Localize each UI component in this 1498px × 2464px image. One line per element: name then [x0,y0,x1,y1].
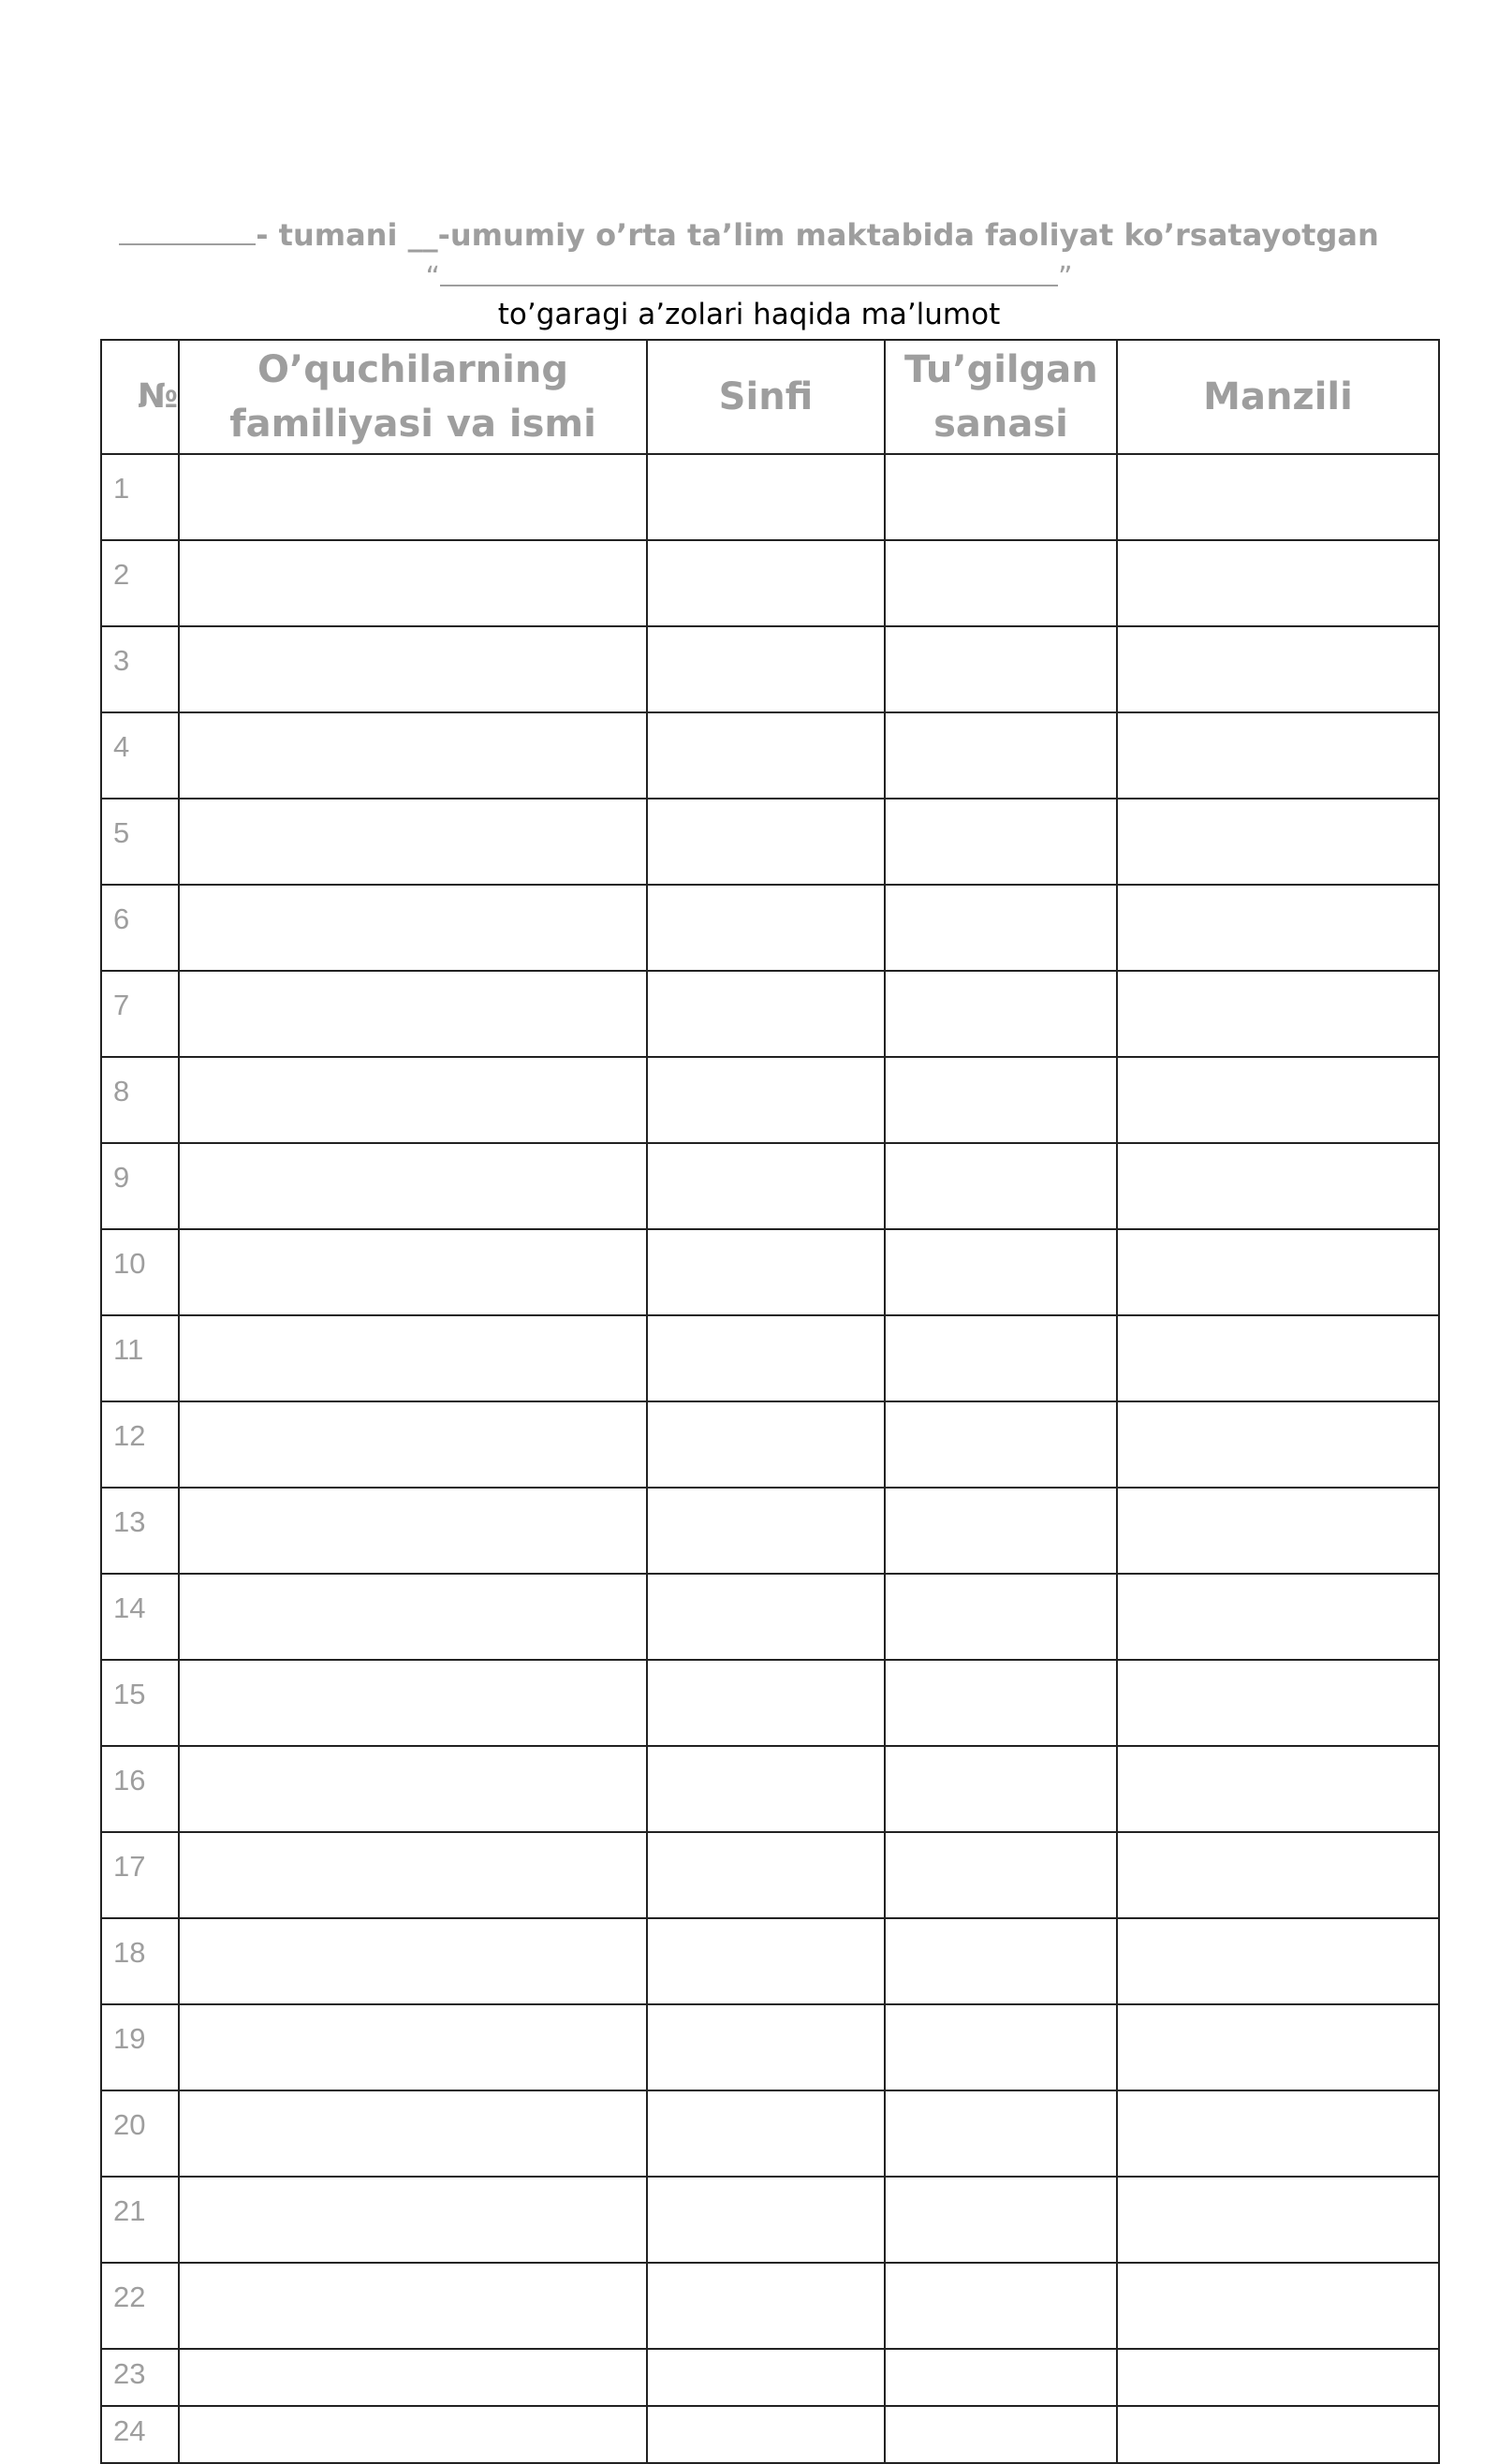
name-cell[interactable] [179,1574,647,1660]
birth-date-cell[interactable] [885,2263,1117,2349]
birth-date-cell[interactable] [885,2004,1117,2090]
class-cell[interactable] [647,1660,885,1746]
class-cell[interactable] [647,540,885,626]
birth-date-cell[interactable] [885,626,1117,712]
birth-date-cell[interactable] [885,540,1117,626]
class-cell[interactable] [647,1143,885,1229]
table-row [101,2263,1439,2349]
table-row [101,2406,1439,2463]
table-row [101,1401,1439,1488]
class-cell[interactable] [647,454,885,540]
name-cell[interactable] [179,1660,647,1746]
class-cell[interactable] [647,1229,885,1315]
address-cell[interactable] [1117,1057,1439,1143]
class-cell[interactable] [647,2349,885,2406]
birth-date-cell[interactable] [885,454,1117,540]
name-cell[interactable] [179,1832,647,1918]
row-number: 12 [101,1401,179,1488]
address-cell[interactable] [1117,1143,1439,1229]
birth-date-cell[interactable] [885,1746,1117,1832]
row-number: 15 [101,1660,179,1746]
heading-district-line [0,215,1498,253]
name-cell[interactable] [179,2090,647,2177]
address-cell[interactable] [1117,2177,1439,2263]
table-row [101,712,1439,799]
address-cell[interactable] [1117,2004,1439,2090]
class-cell[interactable] [647,1401,885,1488]
table-row [101,1143,1439,1229]
table-row [101,1746,1439,1832]
class-cell[interactable] [647,1315,885,1401]
row-number: 9 [101,1143,179,1229]
name-cell[interactable] [179,971,647,1057]
address-cell[interactable] [1117,2090,1439,2177]
class-cell[interactable] [647,626,885,712]
row-number: 16 [101,1746,179,1832]
birth-date-cell[interactable] [885,1401,1117,1488]
header-address: Manzili [1117,340,1439,454]
name-cell[interactable] [179,1488,647,1574]
name-cell[interactable] [179,540,647,626]
address-cell[interactable] [1117,2406,1439,2463]
birth-date-cell[interactable] [885,712,1117,799]
birth-date-cell[interactable] [885,2090,1117,2177]
table-row [101,2177,1439,2263]
table-row [101,799,1439,885]
heading-district-text: - tumani __-umumiy o’rta ta’lim maktabida faoliyat ko’rsatayotgan [256,217,1379,253]
address-cell[interactable] [1117,1574,1439,1660]
header-student-name: O’quchilarning familiyasi va ismi [179,340,647,454]
header-number: № [101,340,179,454]
address-cell[interactable] [1117,712,1439,799]
birth-date-cell[interactable] [885,2406,1117,2463]
name-cell[interactable] [179,1229,647,1315]
birth-date-cell[interactable] [885,2349,1117,2406]
birth-date-cell[interactable] [885,1832,1117,1918]
table-row [101,1229,1439,1315]
open-quote: “ [425,261,440,294]
name-cell[interactable] [179,799,647,885]
members-table [100,339,1440,2464]
birth-date-cell[interactable] [885,885,1117,971]
address-cell[interactable] [1117,1746,1439,1832]
row-number: 20 [101,2090,179,2177]
name-cell[interactable] [179,1057,647,1143]
address-cell[interactable] [1117,1660,1439,1746]
address-cell[interactable] [1117,540,1439,626]
name-cell[interactable] [179,1746,647,1832]
class-cell[interactable] [647,1918,885,2004]
row-number: 8 [101,1057,179,1143]
row-number: 1 [101,454,179,540]
table-row [101,2004,1439,2090]
name-cell[interactable] [179,885,647,971]
class-cell[interactable] [647,2406,885,2463]
name-cell[interactable] [179,712,647,799]
class-cell[interactable] [647,1488,885,1574]
row-number: 14 [101,1574,179,1660]
header-birth-date: Tu’gilgan sanasi [885,340,1117,454]
row-number: 7 [101,971,179,1057]
table-row [101,1660,1439,1746]
name-cell[interactable] [179,454,647,540]
table-row [101,971,1439,1057]
row-number: 17 [101,1832,179,1918]
table-row [101,1315,1439,1401]
address-cell[interactable] [1117,454,1439,540]
address-cell[interactable] [1117,626,1439,712]
row-number: 10 [101,1229,179,1315]
class-cell[interactable] [647,971,885,1057]
table-header-row [101,340,1439,454]
address-cell[interactable] [1117,799,1439,885]
class-cell[interactable] [647,1574,885,1660]
table-row [101,626,1439,712]
birth-date-cell[interactable] [885,1057,1117,1143]
row-number: 13 [101,1488,179,1574]
row-number: 2 [101,540,179,626]
class-cell[interactable] [647,1832,885,1918]
close-quote: ” [1058,261,1073,294]
table-row [101,454,1439,540]
class-cell[interactable] [647,799,885,885]
class-cell[interactable] [647,2263,885,2349]
birth-date-cell[interactable] [885,1229,1117,1315]
address-cell[interactable] [1117,1488,1439,1574]
address-cell[interactable] [1117,1229,1439,1315]
name-cell[interactable] [179,1315,647,1401]
birth-date-cell[interactable] [885,1315,1117,1401]
table-row [101,1057,1439,1143]
class-cell[interactable] [647,1057,885,1143]
class-cell[interactable] [647,712,885,799]
address-cell[interactable] [1117,971,1439,1057]
name-cell[interactable] [179,2406,647,2463]
row-number: 4 [101,712,179,799]
birth-date-cell[interactable] [885,1660,1117,1746]
birth-date-cell[interactable] [885,1574,1117,1660]
row-number: 22 [101,2263,179,2349]
name-cell[interactable] [179,2004,647,2090]
address-cell[interactable] [1117,2263,1439,2349]
table-row [101,1488,1439,1574]
birth-date-cell[interactable] [885,2177,1117,2263]
address-cell[interactable] [1117,1832,1439,1918]
heading-club-name-line [0,258,1498,294]
address-cell[interactable] [1117,2349,1439,2406]
address-cell[interactable] [1117,1315,1439,1401]
class-cell[interactable] [647,1746,885,1832]
name-cell[interactable] [179,626,647,712]
birth-date-cell[interactable] [885,1143,1117,1229]
address-cell[interactable] [1117,1401,1439,1488]
row-number: 18 [101,1918,179,2004]
row-number: 6 [101,885,179,971]
name-cell[interactable] [179,2349,647,2406]
birth-date-cell[interactable] [885,1918,1117,2004]
header-class: Sinfi [647,340,885,454]
class-cell[interactable] [647,885,885,971]
name-cell[interactable] [179,2263,647,2349]
class-cell[interactable] [647,2090,885,2177]
row-number: 5 [101,799,179,885]
row-number: 19 [101,2004,179,2090]
club-name-blank [440,258,1058,286]
name-cell[interactable] [179,1401,647,1488]
row-number: 21 [101,2177,179,2263]
table-row [101,1832,1439,1918]
row-number: 23 [101,2349,179,2406]
address-cell[interactable] [1117,1918,1439,2004]
birth-date-cell[interactable] [885,971,1117,1057]
heading-subtitle: to’garagi a’zolari haqida ma’lumot [497,298,1001,331]
row-number: 24 [101,2406,179,2463]
birth-date-cell[interactable] [885,1488,1117,1574]
row-number: 11 [101,1315,179,1401]
name-cell[interactable] [179,2177,647,2263]
table-row [101,2349,1439,2406]
row-number: 3 [101,626,179,712]
table-row [101,885,1439,971]
birth-date-cell[interactable] [885,799,1117,885]
address-cell[interactable] [1117,885,1439,971]
name-cell[interactable] [179,1143,647,1229]
table-row [101,540,1439,626]
name-cell[interactable] [179,1918,647,2004]
district-blank [119,215,256,245]
table-row [101,2090,1439,2177]
class-cell[interactable] [647,2177,885,2263]
class-cell[interactable] [647,2004,885,2090]
table-body [101,454,1439,2463]
table-row [101,1918,1439,2004]
table-row [101,1574,1439,1660]
